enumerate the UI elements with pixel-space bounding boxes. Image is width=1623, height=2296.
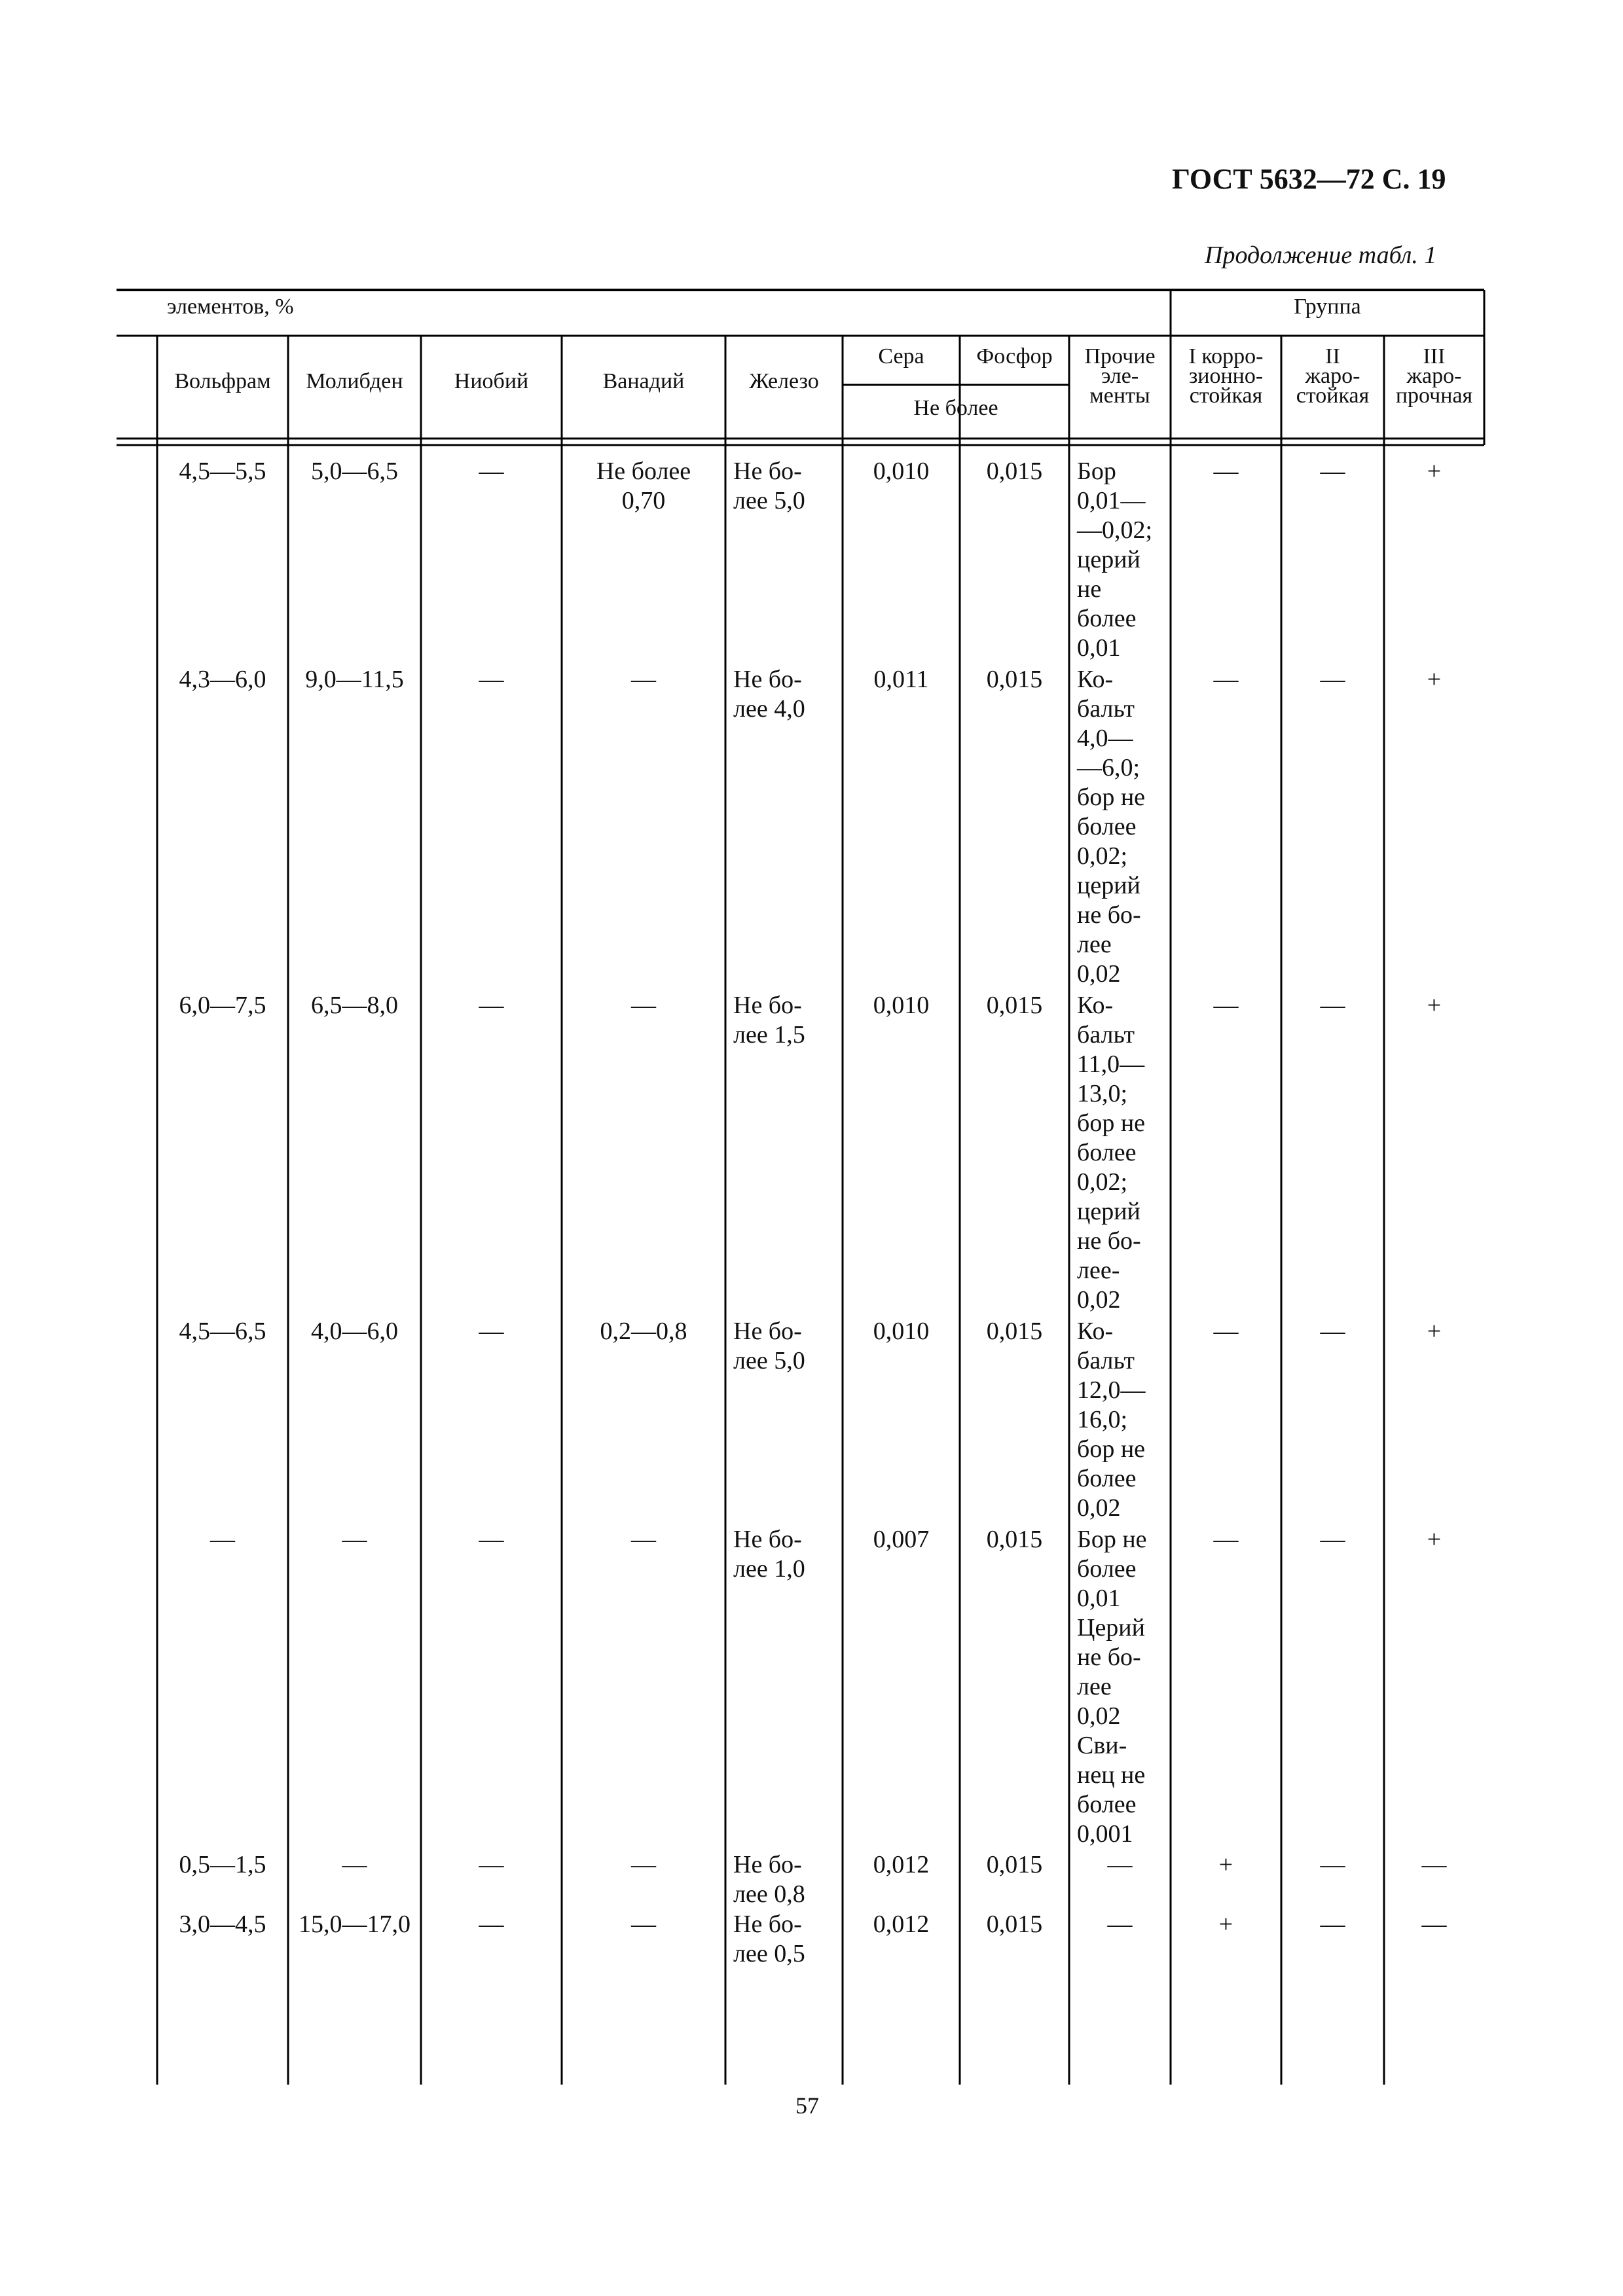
- cell-group-2: —: [1320, 666, 1345, 693]
- cell-other-elements-line: 0,01: [1077, 1585, 1121, 1612]
- cell-phosphorus: 0,015: [986, 457, 1043, 485]
- cell-other-elements-line: 0,001: [1077, 1820, 1133, 1848]
- cell-other-elements-line: 4,0—: [1077, 725, 1133, 752]
- cell-other-elements-line: Церий: [1077, 1614, 1145, 1641]
- header-other-elements: [1069, 344, 1171, 408]
- cell-other-elements: [1077, 1525, 1171, 1849]
- cell-other-elements-line: более: [1077, 813, 1137, 840]
- cell-other-elements-line: 0,01: [1077, 634, 1121, 662]
- cell-tungsten: 4,5—6,5: [179, 1318, 266, 1345]
- cell-iron-line: лее 1,0: [733, 1555, 805, 1583]
- cell-iron-line: лее 4,0: [733, 695, 805, 723]
- cell-iron: [733, 1525, 843, 1584]
- cell-molybdenum: 6,5—8,0: [311, 992, 398, 1019]
- header-other-elements-line: Прочие: [1084, 344, 1156, 368]
- cell-iron-line: лее 0,8: [733, 1880, 805, 1908]
- cell-other-elements-line: бор не: [1077, 1109, 1146, 1137]
- cell-niobium: —: [479, 1910, 504, 1938]
- cell-other-elements-line: 0,02: [1077, 960, 1121, 988]
- cell-niobium: —: [479, 1851, 504, 1878]
- cell-group-1: —: [1213, 457, 1239, 485]
- cell-other-elements-line: 12,0—: [1077, 1376, 1146, 1404]
- cell-phosphorus: 0,015: [986, 992, 1043, 1019]
- cell-other-elements-line: не бо-: [1077, 1643, 1141, 1671]
- cell-group-1: +: [1218, 1851, 1233, 1878]
- cell-other-elements-line: бальт: [1077, 1021, 1135, 1049]
- cell-sulfur: 0,007: [873, 1526, 930, 1553]
- page-number: 57: [795, 2092, 819, 2119]
- cell-vanadium: [562, 1850, 725, 1880]
- cell-vanadium: [562, 1317, 725, 1346]
- cell-iron-line: Не бо-: [733, 1526, 802, 1553]
- cell-molybdenum: 5,0—6,5: [311, 457, 398, 485]
- cell-vanadium-line: —: [631, 1526, 656, 1553]
- cell-group-2: —: [1320, 1910, 1345, 1938]
- cell-iron-line: Не бо-: [733, 1910, 802, 1938]
- cell-other-elements-line: 0,02;: [1077, 842, 1128, 870]
- cell-molybdenum: 15,0—17,0: [299, 1910, 410, 1938]
- cell-phosphorus: 0,015: [986, 1910, 1043, 1938]
- document-reference: ГОСТ 5632—72 С. 19: [1172, 163, 1446, 195]
- cell-iron-line: Не бо-: [733, 992, 802, 1019]
- cell-group-3: +: [1427, 1318, 1442, 1345]
- cell-other-elements-line: лее: [1077, 1673, 1112, 1700]
- cell-other-elements-line: Ко-: [1077, 666, 1114, 693]
- cell-other-elements-line: 13,0;: [1077, 1080, 1128, 1107]
- cell-vanadium: [562, 457, 725, 516]
- cell-group-3: +: [1427, 1526, 1442, 1553]
- cell-sulfur: 0,010: [873, 457, 930, 485]
- cell-other-elements-line: церий: [1077, 872, 1140, 899]
- cell-sulfur: 0,011: [873, 666, 929, 693]
- header-other-elements-line: менты: [1089, 384, 1150, 408]
- cell-group-2: —: [1320, 457, 1345, 485]
- cell-other-elements: [1069, 1910, 1171, 1939]
- cell-tungsten: 6,0—7,5: [179, 992, 266, 1019]
- cell-other-elements-line: Бор: [1077, 457, 1116, 485]
- cell-iron: [733, 457, 843, 516]
- header-group-1-line: I корро-: [1188, 344, 1264, 368]
- cell-iron: [733, 1910, 843, 1969]
- cell-vanadium-line: —: [631, 1910, 656, 1938]
- cell-other-elements-line: 0,02: [1077, 1702, 1121, 1730]
- cell-phosphorus: 0,015: [986, 1526, 1043, 1553]
- cell-other-elements-line: не бо-: [1077, 1227, 1141, 1255]
- cell-vanadium: [562, 1910, 725, 1939]
- header-group-2: [1281, 344, 1384, 408]
- cell-group-3: —: [1421, 1851, 1447, 1878]
- cell-other-elements-line: более: [1077, 1791, 1137, 1818]
- cell-phosphorus: 0,015: [986, 1318, 1043, 1345]
- cell-other-elements: [1077, 457, 1171, 663]
- cell-other-elements-line: нец не: [1077, 1761, 1146, 1789]
- header-not-more: Не более: [913, 396, 998, 420]
- header-niobium: Ниобий: [454, 369, 529, 393]
- header-phosphorus: Фосфор: [976, 344, 1053, 368]
- cell-other-elements-line: не бо-: [1077, 901, 1141, 929]
- cell-iron-line: Не бо-: [733, 1851, 802, 1878]
- header-molybdenum: Молибден: [306, 369, 403, 393]
- cell-other-elements-line: —0,02;: [1077, 516, 1153, 544]
- header-sulfur: Сера: [878, 344, 924, 368]
- cell-other-elements-line: 0,02: [1077, 1494, 1121, 1522]
- cell-vanadium-line: 0,2—0,8: [600, 1318, 687, 1345]
- cell-other-elements-line: —6,0;: [1077, 754, 1140, 781]
- cell-other-elements-line: лее-: [1077, 1257, 1120, 1284]
- cell-group-1: —: [1213, 992, 1239, 1019]
- cell-iron-line: лее 5,0: [733, 487, 805, 514]
- header-group-1-line: стойкая: [1189, 384, 1263, 408]
- cell-vanadium: [562, 665, 725, 694]
- cell-vanadium-line: —: [631, 666, 656, 693]
- cell-group-1: —: [1213, 666, 1239, 693]
- cell-group-2: —: [1320, 1526, 1345, 1553]
- cell-iron: [733, 1317, 843, 1376]
- cell-vanadium: [562, 991, 725, 1020]
- cell-sulfur: 0,012: [873, 1910, 930, 1938]
- group-label: Группа: [1294, 295, 1361, 319]
- cell-sulfur: 0,012: [873, 1851, 930, 1878]
- header-group-1-line: зионно-: [1188, 364, 1264, 388]
- cell-group-1: +: [1218, 1910, 1233, 1938]
- cell-other-elements-line: более: [1077, 605, 1137, 632]
- cell-other-elements-line: —: [1107, 1910, 1133, 1938]
- header-iron: Железо: [749, 369, 819, 393]
- cell-other-elements-line: бальт: [1077, 695, 1135, 723]
- cell-tungsten: 4,5—5,5: [179, 457, 266, 485]
- cell-group-3: +: [1427, 992, 1442, 1019]
- cell-tungsten: 0,5—1,5: [179, 1851, 266, 1878]
- header-group-3-line: прочная: [1395, 384, 1473, 408]
- cell-other-elements-line: более: [1077, 1465, 1137, 1492]
- cell-molybdenum: 4,0—6,0: [311, 1318, 398, 1345]
- cell-other-elements-line: —: [1107, 1851, 1133, 1878]
- cell-other-elements-line: 11,0—: [1077, 1050, 1145, 1078]
- cell-other-elements-line: более: [1077, 1555, 1137, 1583]
- cell-iron-line: Не бо-: [733, 1318, 802, 1345]
- cell-iron-line: Не бо-: [733, 666, 802, 693]
- cell-vanadium-line: —: [631, 992, 656, 1019]
- cell-niobium: —: [479, 457, 504, 485]
- elements-label: элементов, %: [167, 295, 294, 319]
- cell-tungsten: 3,0—4,5: [179, 1910, 266, 1938]
- cell-other-elements-line: бор не: [1077, 1435, 1146, 1463]
- header-group-2-line: жаро-: [1305, 364, 1360, 388]
- cell-other-elements-line: более: [1077, 1139, 1137, 1166]
- cell-other-elements-line: бор не: [1077, 783, 1146, 811]
- cell-other-elements-line: не: [1077, 575, 1102, 603]
- header-other-elements-line: эле-: [1101, 364, 1139, 388]
- header-group-3: [1384, 344, 1484, 408]
- cell-other-elements-line: 0,02;: [1077, 1168, 1128, 1196]
- cell-iron: [733, 991, 843, 1050]
- cell-other-elements-line: Ко-: [1077, 1318, 1114, 1345]
- cell-tungsten: —: [210, 1526, 235, 1553]
- cell-group-3: +: [1427, 666, 1442, 693]
- cell-niobium: —: [479, 1526, 504, 1553]
- cell-phosphorus: 0,015: [986, 666, 1043, 693]
- cell-other-elements-line: бальт: [1077, 1347, 1135, 1374]
- header-group-2-line: стойкая: [1296, 384, 1370, 408]
- cell-niobium: —: [479, 666, 504, 693]
- cell-iron-line: лее 0,5: [733, 1940, 805, 1967]
- table-continuation-caption: Продолжение табл. 1: [1205, 242, 1437, 269]
- cell-niobium: —: [479, 992, 504, 1019]
- cell-sulfur: 0,010: [873, 1318, 930, 1345]
- cell-other-elements-line: 16,0;: [1077, 1406, 1128, 1433]
- cell-iron: [733, 665, 843, 724]
- cell-other-elements-line: Сви-: [1077, 1732, 1127, 1759]
- cell-group-2: —: [1320, 992, 1345, 1019]
- cell-other-elements: [1077, 991, 1171, 1315]
- cell-iron: [733, 1850, 843, 1909]
- cell-vanadium-line: Не более: [596, 457, 691, 485]
- cell-vanadium: [562, 1525, 725, 1554]
- cell-other-elements: [1069, 1850, 1171, 1880]
- header-tungsten: Вольфрам: [174, 369, 271, 393]
- cell-group-2: —: [1320, 1851, 1345, 1878]
- cell-iron-line: лее 1,5: [733, 1021, 805, 1049]
- cell-group-3: —: [1421, 1910, 1447, 1938]
- cell-other-elements-line: Ко-: [1077, 992, 1114, 1019]
- header-group-1: [1171, 344, 1281, 408]
- cell-group-1: —: [1213, 1526, 1239, 1553]
- header-group-2-line: II: [1325, 344, 1340, 368]
- cell-tungsten: 4,3—6,0: [179, 666, 266, 693]
- cell-iron-line: лее 5,0: [733, 1347, 805, 1374]
- cell-molybdenum: 9,0—11,5: [305, 666, 404, 693]
- header-group-3-line: III: [1423, 344, 1446, 368]
- cell-group-1: —: [1213, 1318, 1239, 1345]
- cell-molybdenum: —: [342, 1851, 367, 1878]
- header-group-3-line: жаро-: [1406, 364, 1462, 388]
- cell-sulfur: 0,010: [873, 992, 930, 1019]
- cell-vanadium-line: —: [631, 1851, 656, 1878]
- cell-molybdenum: —: [342, 1526, 367, 1553]
- cell-other-elements-line: 0,02: [1077, 1286, 1121, 1314]
- cell-other-elements-line: церий: [1077, 1198, 1140, 1225]
- cell-other-elements-line: 0,01—: [1077, 487, 1146, 514]
- cell-vanadium-line: 0,70: [621, 487, 666, 514]
- cell-other-elements-line: лее: [1077, 931, 1112, 958]
- cell-phosphorus: 0,015: [986, 1851, 1043, 1878]
- cell-other-elements-line: Бор не: [1077, 1526, 1147, 1553]
- cell-other-elements: [1077, 665, 1171, 989]
- cell-group-3: +: [1427, 457, 1442, 485]
- cell-other-elements: [1077, 1317, 1171, 1523]
- cell-group-2: —: [1320, 1318, 1345, 1345]
- cell-niobium: —: [479, 1318, 504, 1345]
- cell-iron-line: Не бо-: [733, 457, 802, 485]
- cell-other-elements-line: церий: [1077, 546, 1140, 573]
- header-vanadium: Ванадий: [602, 369, 685, 393]
